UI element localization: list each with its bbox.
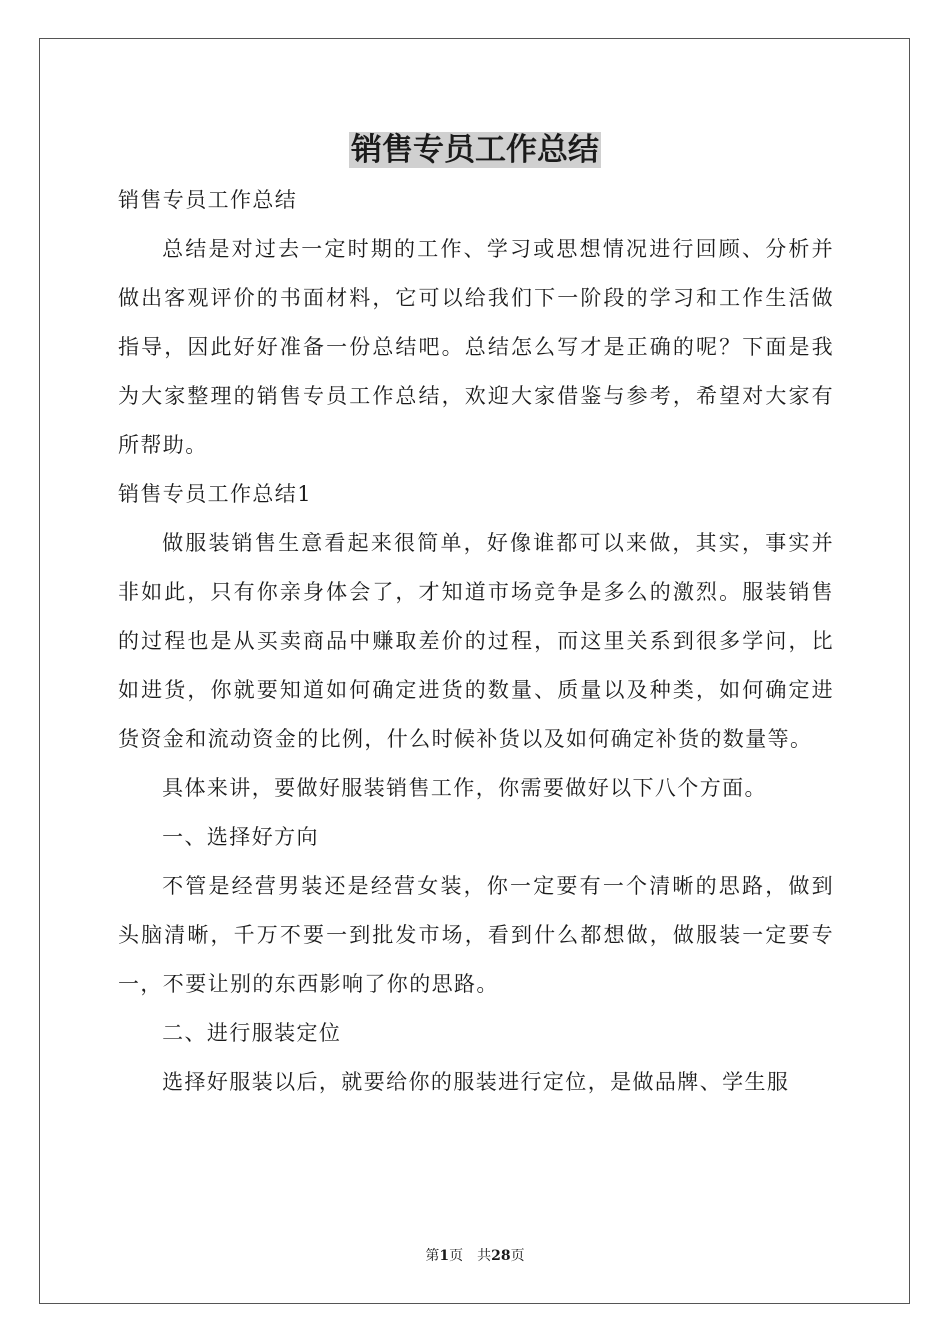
- total-prefix: 共: [477, 1248, 492, 1264]
- section-heading: 销售专员工作总结1: [118, 482, 312, 506]
- paragraph: 具体来讲，要做好服装销售工作，你需要做好以下八个方面。: [162, 776, 767, 800]
- page-footer: [0, 1246, 950, 1266]
- document-title-text: 销售专员工作总结: [351, 132, 599, 168]
- document-title: [0, 128, 950, 172]
- paragraph: 总结是对过去一定时期的工作、学习或思想情况进行回顾、分析并做出客观评价的书面材料，它可以给我们下一阶段的学习和工作生活做指导，因此好好准备一份总结吧。总结怎么写才是正确的呢？下面是我为大家整理的销售专员工作总结，欢迎大家借鉴与参考，希望对大家有所帮助。: [118, 237, 834, 457]
- paragraph: 选择好服装以后，就要给你的服装进行定位，是做品牌、学生服: [162, 1070, 790, 1094]
- paragraph: 做服装销售生意看起来很简单，好像谁都可以来做，其实，事实并非如此，只有你亲身体会了，才知道市场竞争是多么的激烈。服装销售的过程也是从买卖商品中赚取差价的过程，而这里关系到很多学问，比如进货，你就要知道如何确定进货的数量、质量以及种类，如何确定进货资金和流动资金的比例，什么时候补货以及如何确定补货的数量等。: [118, 531, 834, 751]
- page-prefix: 第: [425, 1248, 440, 1264]
- subsection-heading: 二、进行服装定位: [162, 1021, 342, 1045]
- subsection-heading: 一、选择好方向: [162, 825, 319, 849]
- page-suffix: 页: [449, 1248, 464, 1264]
- document-body: [118, 176, 834, 1107]
- total-suffix: 页: [510, 1248, 525, 1264]
- paragraph: 销售专员工作总结: [118, 188, 298, 212]
- paragraph: 不管是经营男装还是经营女装，你一定要有一个清晰的思路，做到头脑清晰，千万不要一到批发市场，看到什么都想做，做服装一定要专一，不要让别的东西影响了你的思路。: [118, 874, 834, 996]
- total-pages: 28: [491, 1248, 511, 1264]
- page-number: 1: [439, 1248, 450, 1264]
